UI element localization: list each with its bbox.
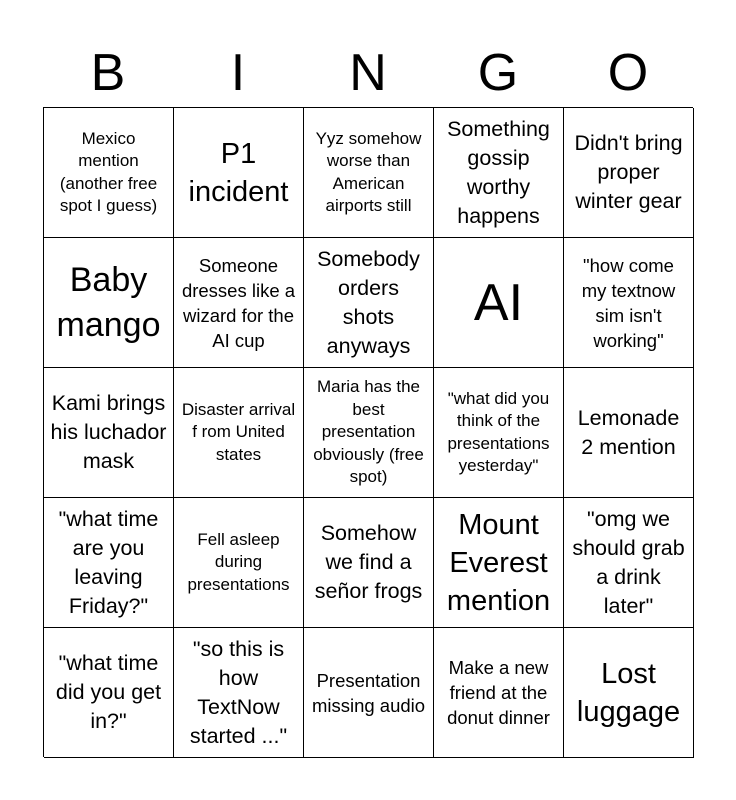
bingo-cell-text: Baby mango bbox=[56, 260, 161, 344]
bingo-grid bbox=[43, 107, 693, 757]
bingo-cell-text: Fell asleep during presentations bbox=[187, 529, 290, 594]
header-letter-b: B bbox=[90, 44, 126, 102]
bingo-cell[interactable] bbox=[174, 368, 304, 498]
bingo-cell-text: Something gossip worthy happens bbox=[447, 116, 550, 228]
bingo-cell[interactable] bbox=[174, 498, 304, 628]
header-letter-g: G bbox=[477, 44, 519, 102]
bingo-cell[interactable] bbox=[304, 238, 434, 368]
bingo-cell-text: Make a new friend at the donut dinner bbox=[447, 657, 550, 728]
bingo-cell[interactable] bbox=[434, 368, 564, 498]
bingo-cell-text: Mexico mention (another free spot I guess) bbox=[59, 128, 158, 215]
bingo-cell-text: Somehow we find a señor frogs bbox=[314, 521, 423, 603]
bingo-cell[interactable] bbox=[564, 368, 694, 498]
bingo-cell[interactable] bbox=[174, 108, 304, 238]
header-letter-n: N bbox=[349, 44, 387, 102]
bingo-cell[interactable] bbox=[174, 238, 304, 368]
bingo-cell-text: Presentation missing audio bbox=[311, 669, 426, 716]
bingo-cell[interactable] bbox=[44, 238, 174, 368]
bingo-cell-text: "so this is how TextNow started ..." bbox=[189, 636, 288, 748]
bingo-cell[interactable] bbox=[564, 108, 694, 238]
bingo-cell-text: Didn't bring proper winter gear bbox=[574, 131, 683, 213]
bingo-cell[interactable] bbox=[434, 498, 564, 628]
bingo-cell-text: Kami brings his luchador mask bbox=[50, 391, 167, 473]
header-letter-i: I bbox=[230, 44, 246, 102]
bingo-cell-text: Mount Everest mention bbox=[446, 508, 551, 617]
bingo-cell-text: "what time are you leaving Friday?" bbox=[58, 506, 159, 618]
bingo-cell[interactable] bbox=[564, 498, 694, 628]
bingo-cell[interactable] bbox=[44, 368, 174, 498]
bingo-cell-text: Someone dresses like a wizard for the AI cup bbox=[181, 254, 296, 351]
bingo-cell[interactable] bbox=[44, 498, 174, 628]
bingo-cell[interactable] bbox=[44, 628, 174, 758]
bingo-cell[interactable] bbox=[434, 238, 564, 368]
bingo-header bbox=[43, 38, 693, 108]
bingo-cell-text: P1 incident bbox=[188, 137, 289, 208]
bingo-cell[interactable] bbox=[304, 108, 434, 238]
bingo-cell[interactable] bbox=[434, 628, 564, 758]
bingo-cell[interactable] bbox=[564, 628, 694, 758]
bingo-cell-text: Disaster arrival f rom United states bbox=[181, 399, 296, 464]
bingo-cell[interactable] bbox=[564, 238, 694, 368]
bingo-cell-text: Maria has the best presentation obviously (free spot) bbox=[313, 377, 424, 487]
header-letter-o: O bbox=[607, 44, 649, 102]
bingo-cell[interactable] bbox=[434, 108, 564, 238]
bingo-cell-text: Lost luggage bbox=[576, 657, 681, 728]
bingo-cell-text: Yyz somehow worse than American airports still bbox=[315, 128, 422, 215]
bingo-cell-text: "how come my textnow sim isn't working" bbox=[581, 254, 676, 351]
bingo-cell-text: "what did you think of the presentations yesterday" bbox=[447, 388, 550, 475]
bingo-cell-text: "what time did you get in?" bbox=[55, 651, 162, 733]
bingo-cell-text: AI bbox=[473, 273, 524, 332]
bingo-cell[interactable] bbox=[304, 498, 434, 628]
bingo-cell-text: Lemonade 2 mention bbox=[577, 405, 680, 459]
bingo-cell[interactable] bbox=[174, 628, 304, 758]
bingo-cell[interactable] bbox=[304, 628, 434, 758]
bingo-cell-text: "omg we should grab a drink later" bbox=[572, 506, 685, 618]
bingo-cell-text: Somebody orders shots anyways bbox=[317, 246, 420, 358]
bingo-cell[interactable] bbox=[304, 368, 434, 498]
bingo-cell[interactable] bbox=[44, 108, 174, 238]
